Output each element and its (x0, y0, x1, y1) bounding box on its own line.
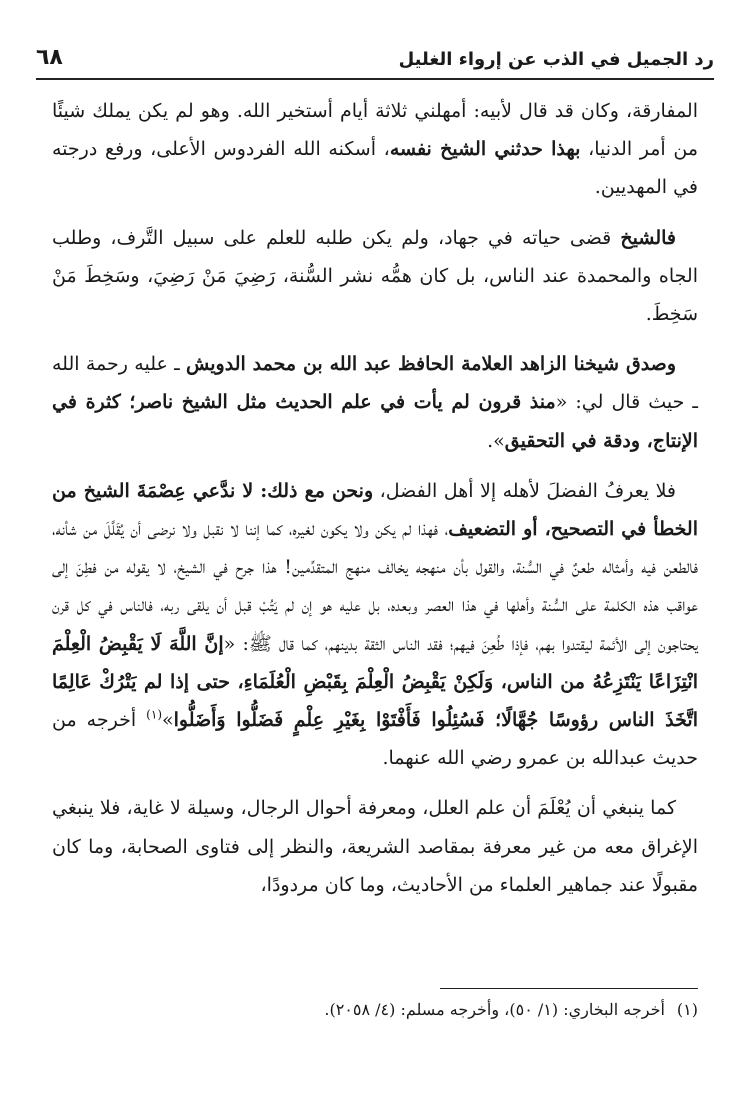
footnote-divider (440, 988, 698, 989)
page-number: ٦٨ (36, 45, 63, 70)
paragraph-3 (52, 345, 698, 460)
paragraph-2 (52, 219, 698, 334)
paragraph-1-bold-1: بهذا حدثني الشيخ نفسه (389, 138, 581, 161)
paragraph-4-text-4: أخرجه من حديث عبدالله بن عمرو رضي الله عنهما. (52, 709, 698, 770)
paragraph-2-text-1: قضى حياته في جهاد، ولم يكن طلبه للعلم على سبيل التَّرف، وطلب الجاه والمحمدة عند الناس، بل كان همُّه نشر السُّنة، رَضِيَ مَنْ رَضِيَ، وسَخِطَ مَنْ سَخِطَ. (52, 226, 698, 326)
footnote (52, 998, 698, 1022)
paragraph-4-text-1: فلا يعرفُ الفضلَ لأهله إلا أهل الفضل، (373, 479, 676, 502)
footnote-text: أخرجه البخاري: (١/ ٥٠)، وأخرجه مسلم: (٤/ ٢٠٥٨). (324, 1000, 665, 1019)
paragraph-3-text-2: ». (487, 429, 505, 452)
paragraph-4-text-2: ، فهذا لم يكن ولا يكون لغيره، كما إننا لا نقبل ولا نرضى أن يُقَلَّلَ من شأنه، فالطعن فيه وأمثاله طعنٌ في السُّنة، والقول بأن منهجه يخالف منهج المتقدِّمين! هذا جرح في الشيخ، لا يقوله من فطِنَ إلى عواقب هذه الكلمة على السُّنة وأهلها في هذا العصر وبعده، بل عليه هو إن لم يَتُبْ قبل أن يلقى ربه، فالناس في كل قرن يحتاجون إلى الأئمة ليقتدوا بهم، فإذا طُعِنَ فيهم؛ فقد الناس الثقة بدينهم، كما قال ﷺ: « (52, 518, 699, 655)
paragraph-1-text-2: ، أسكنه الله الفردوس الأعلى، ورفع درجته في المهديين. (52, 138, 698, 199)
paragraph-3-bold-1: وصدق شيخنا الزاهد العلامة الحافظ عبد الله بن محمد الدويش (186, 353, 676, 376)
paragraph-3-bold-2: منذ قرون لم يأت في علم الحديث مثل الشيخ ناصر؛ كثرة في الإنتاج، ودقة في التحقيق (52, 391, 698, 452)
paragraph-2-bold-1: فالشيخ (620, 226, 676, 249)
paragraph-1-text-1: المفارقة، وكان قد قال لأبيه: أمهلني ثلاثة أيام أستخير الله. وهو لم يكن يملك شيئًا من أمر الدنيا، (52, 100, 698, 161)
footnote-reference[interactable]: (١) (146, 707, 162, 722)
paragraph-5 (52, 789, 698, 904)
paragraph-5-text-1: كما ينبغي أن يُعْلَمَ أن علم العلل، ومعرفة أحوال الرجال، وسيلة لا غاية، فلا ينبغي الإغراق معه من غير معرفة بمقاصد الشريعة، والنظر إلى فتاوى الصحابة، وما كان مقبولًا عند جماهير العلماء من الأحاديث، وما كان مردودًا، (52, 797, 698, 896)
footnote-number: (١) (676, 1000, 698, 1019)
page-header (36, 30, 714, 80)
page-body (52, 92, 698, 916)
hadith-quote: إنَّ اللَّهَ لَا يَقْبِضُ الْعِلْمَ انْتِزَاعًا يَنْتَزِعُهُ من الناس، وَلَكِنْ يَقْبِضُ الْعِلْمَ بِقَبْضِ الْعُلَمَاءِ، حتى إذا لم يَتْرُكْ عَالِمًا اتَّخَذَ الناس رؤوسًا جُهَّالًا؛ فَسُئِلُوا فَأَفْتَوْا بِغَيْرِ عِلْمٍ فَضَلُّوا وَأَضَلُّوا (52, 632, 698, 732)
running-title: رد الجميل في الذب عن إرواء الغليل (398, 49, 714, 70)
paragraph-4-text-3: » (162, 709, 174, 732)
paragraph-1 (52, 92, 698, 207)
paragraph-4-bold-1: ونحن مع ذلك: لا ندَّعي عِصْمَةَ الشيخ من الخطأ في التصحيح، أو التضعيف (52, 479, 698, 541)
paragraph-3-text-1: ـ عليه رحمة الله ـ حيث قال لي: « (52, 353, 698, 414)
paragraph-4 (52, 472, 698, 778)
